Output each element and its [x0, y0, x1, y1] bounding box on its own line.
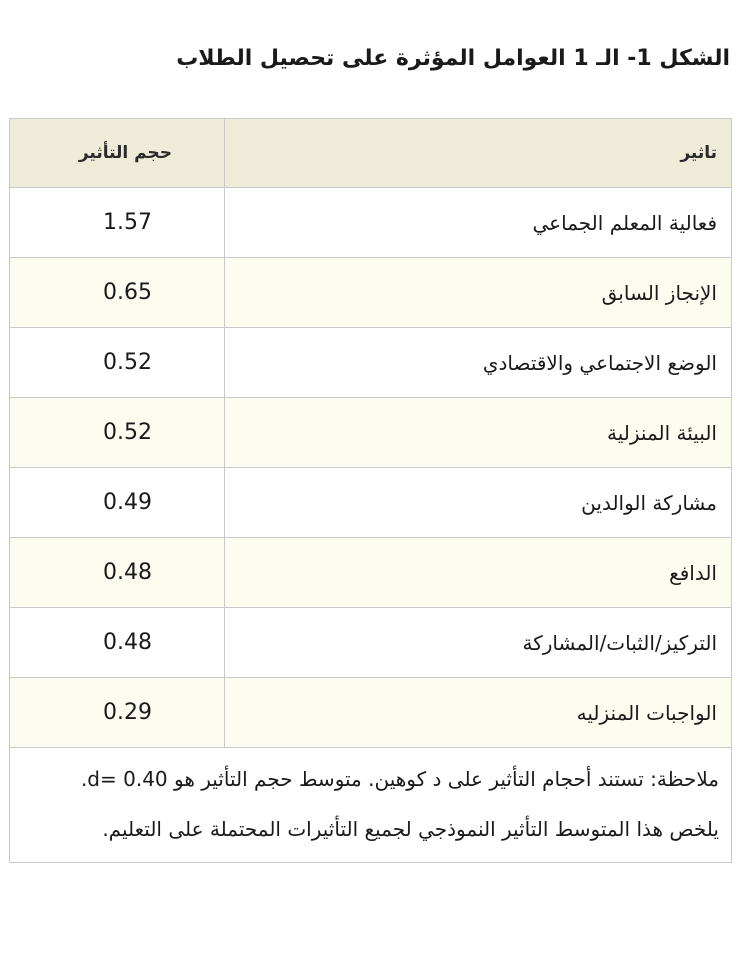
effect-size-cell: 0.48: [103, 630, 152, 655]
effect-size-cell: 1.57: [103, 210, 152, 235]
note-line: يلخص هذا المتوسط التأثير النموذجي لجميع التأثيرات المحتملة على التعليم.: [102, 817, 719, 841]
effect-size-cell: 0.48: [103, 560, 152, 585]
table-header-row: [10, 119, 731, 188]
factor-cell: الإنجاز السابق: [224, 258, 731, 327]
effect-size-cell: 0.29: [103, 700, 152, 725]
note-line: ملاحظة: تستند أحجام التأثير على د كوهين. متوسط حجم التأثير هو d= 0.40.: [80, 767, 719, 791]
table-row: [10, 258, 731, 328]
table-row: [10, 678, 731, 748]
table-row: [10, 328, 731, 398]
effect-size-cell: 0.65: [103, 280, 152, 305]
factor-cell: الوضع الاجتماعي والاقتصادي: [224, 328, 731, 397]
effect-size-cell: 0.52: [103, 420, 152, 445]
table-note: [10, 748, 731, 862]
factor-cell: فعالية المعلم الجماعي: [224, 188, 731, 257]
table-row: [10, 188, 731, 258]
table-row: [10, 398, 731, 468]
header-effect-size: حجم التأثير: [78, 143, 172, 163]
effect-size-cell: 0.52: [103, 350, 152, 375]
factor-cell: الدافع: [224, 538, 731, 607]
factor-cell: التركيز/الثبات/المشاركة: [224, 608, 731, 677]
header-factor: تاثير: [224, 119, 731, 187]
figure-caption: الشكل 1- الـ 1 العوامل المؤثرة على تحصيل الطلاب: [176, 46, 730, 71]
effect-size-cell: 0.49: [103, 490, 152, 515]
effects-table: [9, 118, 732, 863]
table-row: [10, 608, 731, 678]
factor-cell: مشاركة الوالدين: [224, 468, 731, 537]
factor-cell: الواجبات المنزليه: [224, 678, 731, 747]
table-row: [10, 538, 731, 608]
factor-cell: البيئة المنزلية: [224, 398, 731, 467]
table-row: [10, 468, 731, 538]
